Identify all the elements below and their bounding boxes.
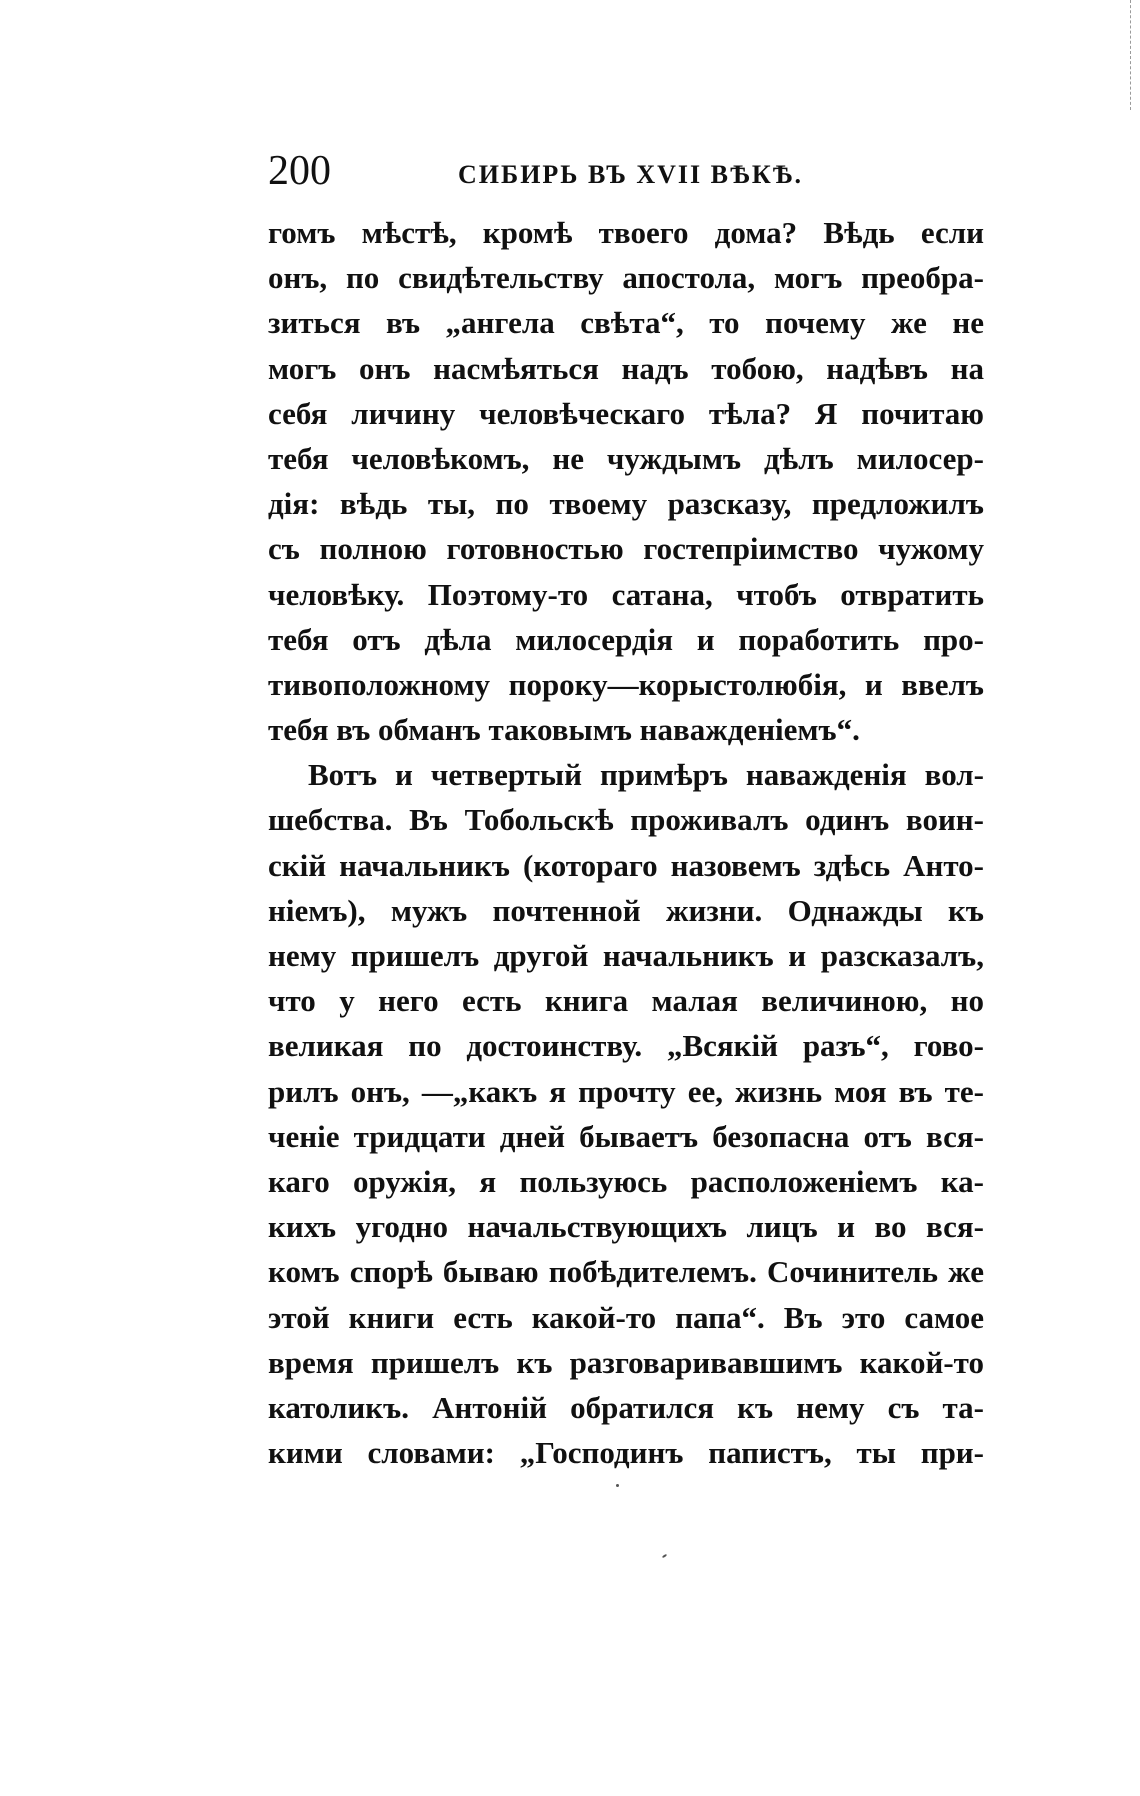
page-number: 200 [268,148,331,194]
text-line: человѣку. Поэтому-то сатана, чтобъ отвратить [268,576,984,612]
running-head: СИБИРЬ ВЪ XVII ВѢКѢ. [458,160,804,189]
text-line: ніемъ), мужъ почтенной жизни. Однажды къ [268,892,984,928]
text-line: себя личину человѣческаго тѣла? Я почитаю [268,395,984,431]
body-text [268,210,984,1475]
text-line: гомъ мѣстѣ, кромѣ твоего дома? Вѣдь если [268,215,984,250]
text-line: католикъ. Антоній обратился къ нему съ та- [268,1389,984,1425]
text-line: тивоположному пороку—корыстолюбія, и ввелъ [268,666,984,702]
paragraph-2 [268,752,984,1475]
text-line: тебя отъ дѣла милосердія и поработить про- [268,621,984,657]
text-line: время пришелъ къ разговаривавшимъ какой-то [268,1344,984,1380]
text-line: тебя въ обманъ таковымъ наважденіемъ“. [268,712,860,748]
text-line: нему пришелъ другой начальникъ и разсказалъ, [268,938,984,973]
text-line: каго оружія, я пользуюсь расположеніемъ ка- [268,1163,984,1199]
text-line: ченіе тридцати дней бываетъ безопасна отъ вся- [268,1118,984,1154]
text-line: что у него есть книга малая величиною, но [268,983,984,1019]
text-line: скій начальникъ (котораго назовемъ здѣсь Анто- [268,847,984,883]
paragraph-1 [268,210,984,752]
text-line: этой книги есть какой-то папа“. Въ это самое [268,1299,984,1335]
text-line: комъ спорѣ бываю побѣдителемъ. Сочинитель же [268,1254,984,1290]
text-line: Вотъ и четвертый примѣръ наважденія вол- [308,757,984,793]
text-line: съ полною готовностью гостепріимство чужому [268,531,984,567]
scan-edge-mark [1130,0,1134,110]
text-line: кими словами: „Господинъ папистъ, ты при- [268,1435,984,1471]
text-line: зиться въ „ангела свѣта“, то почему же не [268,305,984,341]
text-line: могъ онъ насмѣяться надъ тобою, надѣвъ на [268,350,984,386]
page-header [268,148,984,198]
text-line: рилъ онъ, —„какъ я прочту ее, жизнь моя въ те- [268,1073,984,1109]
text-line: кихъ угодно начальствующихъ лицъ и во вся- [268,1209,984,1245]
text-line: великая по достоинству. „Всякій разъ“, гово- [268,1028,984,1064]
text-line: тебя человѣкомъ, не чуждымъ дѣлъ милосер- [268,440,984,476]
text-line: онъ, по свидѣтельству апостола, могъ преобра- [268,260,984,296]
scan-speck [616,1484,619,1487]
text-line: дія: вѣдь ты, по твоему разсказу, предложилъ [268,486,984,522]
scan-speck [662,1554,667,1559]
text-line: шебства. Въ Тобольскѣ проживалъ одинъ воин- [268,802,984,838]
